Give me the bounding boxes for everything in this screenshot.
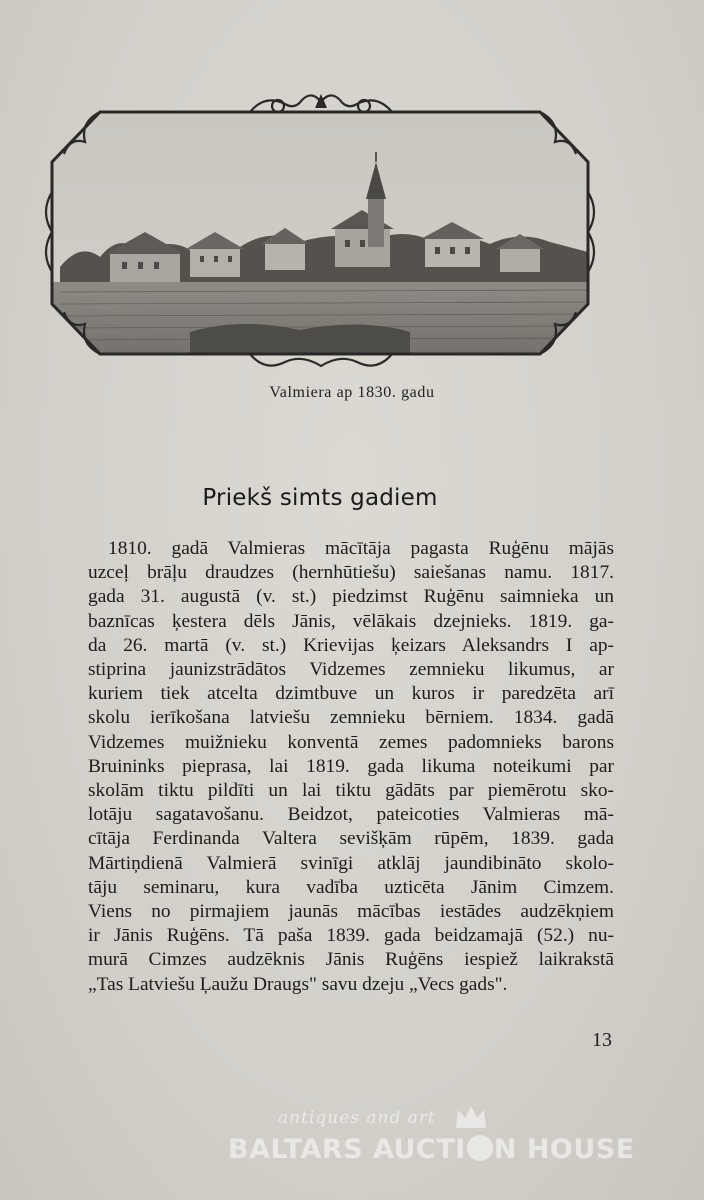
town-engraving-illustration [40, 92, 602, 374]
text-line: tāju seminaru, kura vadība uzticēta Jānim Cimzem. [88, 876, 614, 898]
text-line: baznīcas ķestera dēls Jānis, vēlākais dzejnieks. 1819. ga- [88, 610, 614, 632]
watermark-title: BALTARS AUCTI N HOUSE [228, 1134, 635, 1165]
text-line: stiprina jaunizstrādātos Vidzemes zemnieku likumus, ar [88, 659, 614, 681]
watermark-subtitle: antiques and art [278, 1108, 436, 1128]
text-line: skolu ierīkošana latviešu zemnieku bērniem. 1834. gadā [88, 707, 614, 729]
text-line: skolām tiktu pildīti un lai tiktu gādāts par piemērotu sko- [88, 780, 614, 802]
crown-icon [454, 1104, 488, 1130]
text-line: lotāju sagatavošanu. Beidzot, pateicoties Valmieras mā- [88, 804, 614, 826]
auction-house-watermark [228, 1100, 635, 1180]
text-line: gada 31. augustā (v. st.) piedzimst Ruģēnu saimnieka un [88, 586, 614, 608]
text-line: Mārtiņdienā Valmierā svinīgi atklāj jaundibināto skolo- [88, 852, 614, 874]
text-line: cītāja Ferdinanda Valtera sevišķām rūpēm, 1839. gada [88, 828, 614, 850]
text-line: Viens no pirmajiem jaunās mācības iestādes audzēkņiem [88, 901, 614, 923]
body-paragraph [88, 537, 614, 997]
watermark-o-logo [467, 1135, 493, 1161]
text-line: kuriem tiek atcelta dzimtbuve un kuros ir paredzēta arī [88, 683, 614, 705]
page-number: 13 [592, 1029, 612, 1051]
text-line: da 26. martā (v. st.) Krievijas ķeizars Aleksandrs I ap- [88, 634, 614, 656]
illustration-caption: Valmiera ap 1830. gadu [269, 384, 435, 401]
text-line: „Tas Latviešu Ļaužu Draugs" savu dzeju „Vecs gads". [88, 973, 508, 995]
text-line: uzceļ brāļu draudzes (hernhūtiešu) saiešanas namu. 1817. [88, 562, 614, 584]
text-line: murā Cimzes audzēknis Jānis Ruģēns iespiež laikrakstā [88, 949, 614, 971]
text-line: ir Jānis Ruģēns. Tā paša 1839. gada beidzamajā (52.) nu- [88, 925, 614, 947]
text-line: Bruininks pieprasa, lai 1819. gada likuma noteikumi par [88, 755, 614, 777]
text-line: Vidzemes muižnieku konventā zemes padomnieks barons [88, 731, 614, 753]
text-line: 1810. gadā Valmieras mācītāja pagasta Ruģēnu mājās [108, 538, 614, 559]
section-heading: Priekš simts gadiem [202, 485, 438, 511]
